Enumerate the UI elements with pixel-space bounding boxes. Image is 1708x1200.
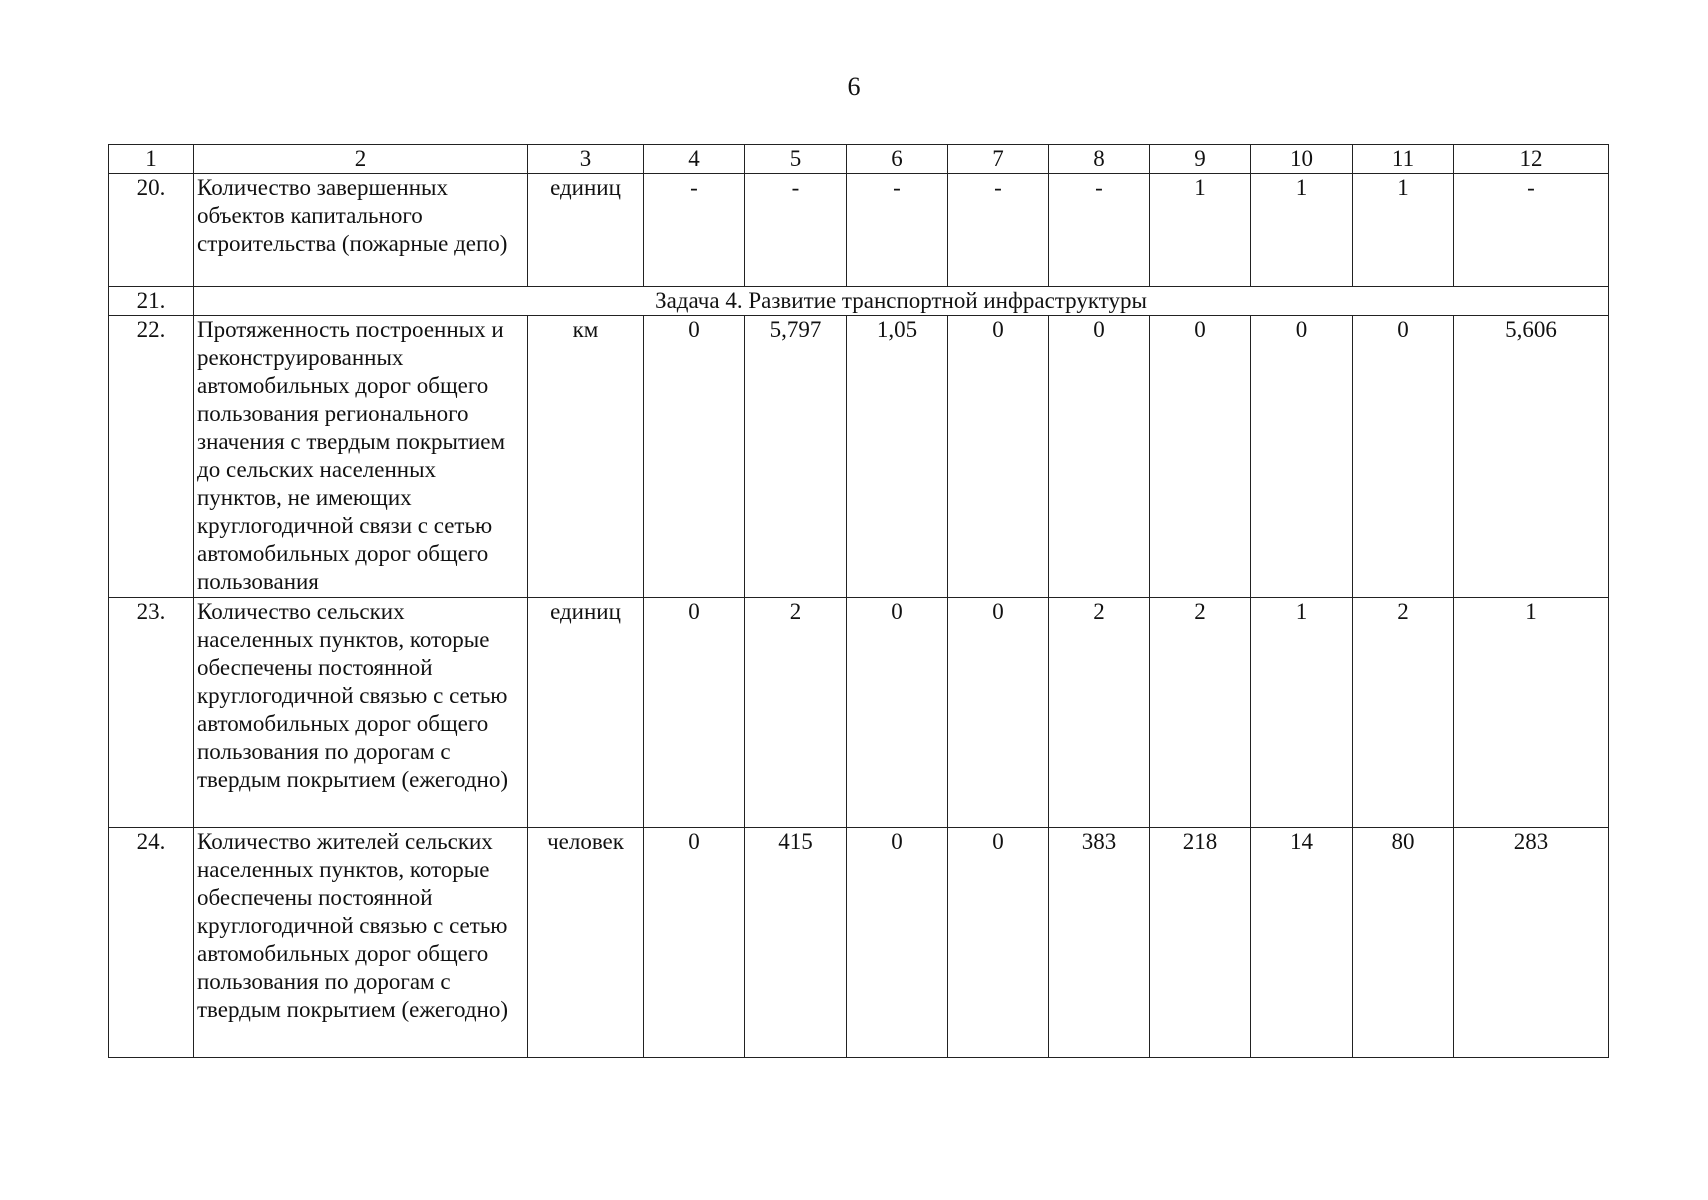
value-cell: 0 bbox=[1251, 316, 1353, 598]
value-cell: 1 bbox=[1454, 598, 1609, 828]
row-number: 22. bbox=[109, 316, 194, 598]
task-row bbox=[109, 287, 1609, 316]
value-cell: 2 bbox=[1049, 598, 1150, 828]
value-cell: 0 bbox=[1150, 316, 1251, 598]
row-number: 23. bbox=[109, 598, 194, 828]
value-cell: 1 bbox=[1353, 174, 1454, 287]
value-cell: 218 bbox=[1150, 828, 1251, 1058]
value-cell: 1 bbox=[1150, 174, 1251, 287]
value-cell: - bbox=[1454, 174, 1609, 287]
value-cell: 283 bbox=[1454, 828, 1609, 1058]
value-cell: 5,797 bbox=[745, 316, 847, 598]
column-header: 4 bbox=[644, 145, 745, 174]
indicator-name: Количество завершенных объектов капитального строительства (пожарные депо) bbox=[194, 174, 528, 287]
column-number-row bbox=[109, 145, 1609, 174]
table-row bbox=[109, 174, 1609, 287]
column-header: 12 bbox=[1454, 145, 1609, 174]
row-number: 20. bbox=[109, 174, 194, 287]
value-cell: 0 bbox=[847, 828, 948, 1058]
unit-cell: единиц bbox=[528, 598, 644, 828]
value-cell: 14 bbox=[1251, 828, 1353, 1058]
value-cell: 0 bbox=[1353, 316, 1454, 598]
column-header: 3 bbox=[528, 145, 644, 174]
table-row bbox=[109, 316, 1609, 598]
value-cell: 0 bbox=[644, 828, 745, 1058]
column-header: 8 bbox=[1049, 145, 1150, 174]
task-title: Задача 4. Развитие транспортной инфраструктуры bbox=[194, 287, 1609, 316]
indicator-name: Количество жителей сельских населенных пунктов, которые обеспечены постоянной круглогодичной связью с сетью автомобильных дорог общего пользования по дорогам с твердым покрытием (ежегодно) bbox=[194, 828, 528, 1058]
value-cell: 0 bbox=[644, 598, 745, 828]
value-cell: - bbox=[948, 174, 1049, 287]
value-cell: - bbox=[847, 174, 948, 287]
value-cell: 415 bbox=[745, 828, 847, 1058]
column-header: 10 bbox=[1251, 145, 1353, 174]
value-cell: 0 bbox=[847, 598, 948, 828]
value-cell: 1 bbox=[1251, 598, 1353, 828]
unit-cell: км bbox=[528, 316, 644, 598]
indicator-name: Количество сельских населенных пунктов, которые обеспечены постоянной круглогодичной связью с сетью автомобильных дорог общего пользования по дорогам с твердым покрытием (ежегодно) bbox=[194, 598, 528, 828]
unit-cell: человек bbox=[528, 828, 644, 1058]
value-cell: - bbox=[1049, 174, 1150, 287]
indicator-name: Протяженность построенных и реконструированных автомобильных дорог общего пользования регионального значения с твердым покрытием до сельских населенных пунктов, не имеющих круглогодичной связи с сетью автомобильных дорог общего пользования bbox=[194, 316, 528, 598]
row-number: 24. bbox=[109, 828, 194, 1058]
indicators-table bbox=[108, 144, 1609, 1058]
value-cell: 0 bbox=[948, 316, 1049, 598]
column-header: 11 bbox=[1353, 145, 1454, 174]
column-header: 6 bbox=[847, 145, 948, 174]
table-row bbox=[109, 828, 1609, 1058]
page-number: 6 bbox=[847, 72, 861, 101]
column-header: 5 bbox=[745, 145, 847, 174]
value-cell: 1 bbox=[1251, 174, 1353, 287]
value-cell: 2 bbox=[1150, 598, 1251, 828]
column-header: 9 bbox=[1150, 145, 1251, 174]
row-number: 21. bbox=[109, 287, 194, 316]
value-cell: 2 bbox=[1353, 598, 1454, 828]
table-row bbox=[109, 598, 1609, 828]
value-cell: 2 bbox=[745, 598, 847, 828]
value-cell: - bbox=[745, 174, 847, 287]
value-cell: - bbox=[644, 174, 745, 287]
value-cell: 383 bbox=[1049, 828, 1150, 1058]
value-cell: 5,606 bbox=[1454, 316, 1609, 598]
value-cell: 0 bbox=[1049, 316, 1150, 598]
unit-cell: единиц bbox=[528, 174, 644, 287]
value-cell: 0 bbox=[644, 316, 745, 598]
value-cell: 0 bbox=[948, 828, 1049, 1058]
value-cell: 80 bbox=[1353, 828, 1454, 1058]
column-header: 7 bbox=[948, 145, 1049, 174]
column-header: 2 bbox=[194, 145, 528, 174]
value-cell: 1,05 bbox=[847, 316, 948, 598]
value-cell: 0 bbox=[948, 598, 1049, 828]
column-header: 1 bbox=[109, 145, 194, 174]
